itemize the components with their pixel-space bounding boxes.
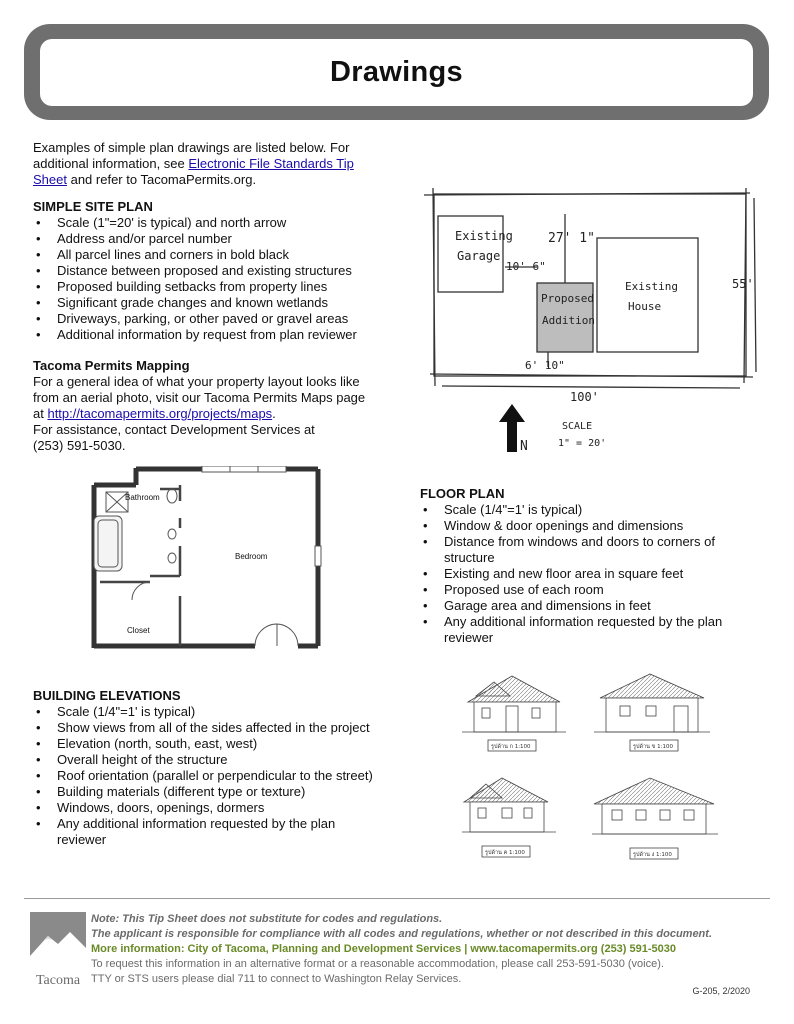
- site-plan-heading: SIMPLE SITE PLAN: [33, 199, 153, 214]
- logo-text: Tacoma: [35, 973, 81, 988]
- dim-top: 27' 1": [548, 231, 595, 246]
- list-item: • Scale (1/4"=1' is typical): [33, 704, 383, 720]
- tacoma-logo: [30, 912, 86, 990]
- elevations-list: [33, 704, 383, 848]
- elevation-house: [594, 674, 710, 732]
- elevation-caption: รูปด้าน ง 1:100: [633, 852, 672, 858]
- file-standards-link[interactable]: Electronic File Standards Tip Sheet: [33, 156, 354, 187]
- intro-text: Examples of simple plan drawings are listed below. For additional information, see: [33, 140, 350, 171]
- addition-label-1: Proposed: [541, 292, 594, 305]
- north-label: N: [520, 439, 528, 454]
- site-plan-list: [33, 215, 383, 343]
- bedroom-label: Bedroom: [235, 552, 268, 561]
- list-item: • Building materials (different type or texture): [33, 784, 383, 800]
- list-item: • Additional information by request from plan reviewer: [33, 327, 383, 343]
- footer: [91, 912, 771, 987]
- existing-house: [597, 238, 698, 352]
- sink: [168, 553, 176, 563]
- list-item: • Show views from all of the sides affected in the project: [33, 720, 383, 736]
- list-item: • Driveways, parking, or other paved or gravel areas: [33, 311, 383, 327]
- house-label-1: Existing: [625, 280, 678, 293]
- list-item: • Elevation (north, south, east, west): [33, 736, 383, 752]
- document-id: G-205, 2/2020: [692, 986, 750, 996]
- footer-note-2: The applicant is responsible for compliance with all codes and regulations, whether or not described in this document.: [91, 928, 712, 940]
- intro-text-end: and refer to TacomaPermits.org.: [66, 172, 257, 187]
- elevation-caption: รูปด้าน ก 1:100: [491, 744, 531, 750]
- dim-gap: 10' 6": [506, 260, 546, 273]
- scale-value: 1" = 20': [558, 438, 607, 449]
- addition-label-2: Addition: [542, 314, 595, 327]
- list-item: • Scale (1/4"=1' is typical): [420, 502, 750, 518]
- footer-tty: TTY or STS users please dial 711 to connect to Washington Relay Services.: [91, 973, 462, 985]
- garage-label-1: Existing: [455, 229, 513, 243]
- mapping-period: .: [272, 406, 276, 421]
- list-item: • Overall height of the structure: [33, 752, 383, 768]
- list-item: • Windows, doors, openings, dormers: [33, 800, 383, 816]
- mapping-text: For a general idea of what your property layout looks like from an aerial photo, visit our Tacoma Permits Maps page at: [33, 374, 366, 421]
- list-item: • All parcel lines and corners in bold black: [33, 247, 383, 263]
- toilet: [167, 489, 177, 503]
- mapping-contact: For assistance, contact Development Services at (253) 591-5030.: [33, 422, 315, 453]
- list-item: • Proposed building setbacks from property lines: [33, 279, 383, 295]
- elevations-heading: BUILDING ELEVATIONS: [33, 688, 181, 703]
- list-item: • Distance from windows and doors to corners of structure: [420, 534, 750, 566]
- list-item: • Address and/or parcel number: [33, 231, 383, 247]
- floor-plan-list: [420, 502, 750, 646]
- list-item: • Any additional information requested by the plan reviewer: [420, 614, 750, 646]
- elevations-section: [33, 688, 383, 848]
- list-item: • Any additional information requested by the plan reviewer: [33, 816, 357, 848]
- garage-label-2: Garage: [457, 249, 501, 263]
- floor-plan-heading: FLOOR PLAN: [420, 486, 505, 501]
- floor-plan-drawing: [80, 466, 330, 656]
- dim-width: 100': [570, 390, 599, 404]
- elevation-caption: รูปด้าน ค 1:100: [485, 850, 525, 856]
- list-item: • Garage area and dimensions in feet: [420, 598, 750, 614]
- bathroom-label: Bathroom: [125, 493, 160, 502]
- page-title: Drawings: [330, 56, 463, 88]
- site-plan-drawing: [420, 186, 770, 466]
- maps-link[interactable]: http://tacomapermits.org/projects/maps: [47, 406, 273, 421]
- list-item: • Significant grade changes and known wetlands: [33, 295, 383, 311]
- title-frame: [24, 24, 769, 120]
- list-item: • Proposed use of each room: [420, 582, 750, 598]
- list-item: • Window & door openings and dimensions: [420, 518, 750, 534]
- elevation-house: [462, 676, 566, 732]
- list-item: • Existing and new floor area in square feet: [420, 566, 750, 582]
- list-item: • Distance between proposed and existing structures: [33, 263, 383, 279]
- list-item: • Scale (1"=20' is typical) and north arrow: [33, 215, 383, 231]
- list-item: • Roof orientation (parallel or perpendicular to the street): [33, 768, 383, 784]
- dim-bottom: 6' 10": [525, 359, 565, 372]
- title-box: [40, 39, 753, 106]
- scale-label: SCALE: [562, 421, 593, 432]
- house-label-2: House: [628, 300, 662, 313]
- mapping-heading: Tacoma Permits Mapping: [33, 358, 190, 373]
- closet-label: Closet: [127, 626, 150, 635]
- footer-note-1: Note: This Tip Sheet does not substitute for codes and regulations.: [91, 913, 443, 925]
- elevation-house: [592, 778, 718, 834]
- dim-height: 55': [732, 277, 754, 291]
- elevation-caption: รูปด้าน ข 1:100: [633, 744, 673, 750]
- site-plan-section: [33, 199, 383, 343]
- mapping-section: [33, 358, 373, 454]
- floor-plan-section: [420, 486, 750, 646]
- footer-divider: [24, 898, 770, 899]
- footer-request: To request this information in an alternative format or a reasonable accommodation, please call 253-591-5030 (voice).: [91, 958, 664, 970]
- elevations-drawing: [460, 670, 722, 865]
- footer-more-info: More information: City of Tacoma, Planning and Development Services | www.tacomapermits.org (253) 591-5030: [91, 943, 677, 955]
- sink: [168, 529, 176, 539]
- intro-paragraph: [33, 140, 368, 188]
- elevation-house: [462, 778, 556, 832]
